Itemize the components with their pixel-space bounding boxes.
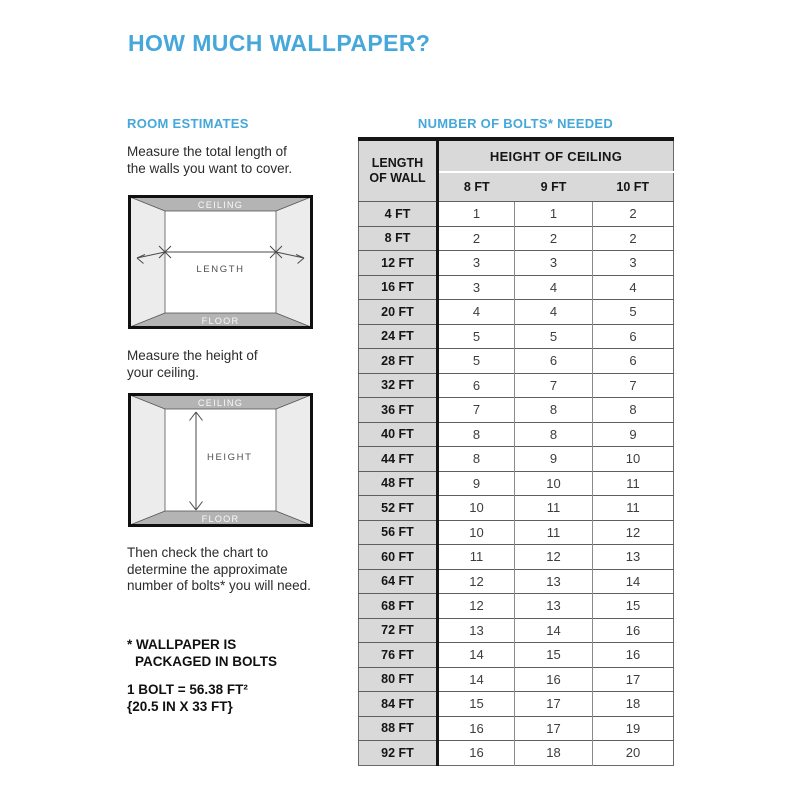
floor-label: FLOOR bbox=[201, 316, 240, 326]
bolts-value-cell: 1 bbox=[438, 202, 515, 227]
bolts-value-cell: 2 bbox=[438, 226, 515, 251]
bolts-value-cell: 2 bbox=[515, 226, 593, 251]
bolts-value-cell: 16 bbox=[438, 741, 515, 766]
back-wall-panel bbox=[165, 211, 276, 313]
bolts-value-cell: 11 bbox=[438, 545, 515, 570]
bolts-value-cell: 10 bbox=[515, 471, 593, 496]
bolts-value-cell: 6 bbox=[593, 349, 674, 374]
bolts-value-cell: 14 bbox=[593, 569, 674, 594]
bolts-value-cell: 6 bbox=[438, 373, 515, 398]
bolts-value-cell: 5 bbox=[438, 349, 515, 374]
bolts-value-cell: 16 bbox=[593, 643, 674, 668]
bolts-value-cell: 17 bbox=[515, 716, 593, 741]
wall-length-cell: 84 FT bbox=[359, 692, 438, 717]
bolts-value-cell: 3 bbox=[593, 251, 674, 276]
bolts-value-cell: 14 bbox=[438, 643, 515, 668]
wall-length-cell: 24 FT bbox=[359, 324, 438, 349]
bolts-value-cell: 12 bbox=[515, 545, 593, 570]
bolts-value-cell: 3 bbox=[515, 251, 593, 276]
bolts-value-cell: 16 bbox=[515, 667, 593, 692]
bolts-value-cell: 16 bbox=[593, 618, 674, 643]
bolts-value-cell: 7 bbox=[438, 398, 515, 423]
bolts-value-cell: 12 bbox=[438, 594, 515, 619]
wall-length-cell: 60 FT bbox=[359, 545, 438, 570]
bolts-value-cell: 10 bbox=[593, 447, 674, 472]
table-row bbox=[359, 202, 674, 227]
bolts-value-cell: 11 bbox=[593, 496, 674, 521]
bolts-value-cell: 2 bbox=[593, 202, 674, 227]
bolts-value-cell: 11 bbox=[593, 471, 674, 496]
floor-label: FLOOR bbox=[201, 514, 240, 524]
wall-length-cell: 52 FT bbox=[359, 496, 438, 521]
wall-length-cell: 20 FT bbox=[359, 300, 438, 325]
page-title: HOW MUCH WALLPAPER? bbox=[128, 30, 431, 56]
table-row bbox=[359, 741, 674, 766]
bolts-value-cell: 4 bbox=[515, 300, 593, 325]
wall-length-cell: 4 FT bbox=[359, 202, 438, 227]
bolts-value-cell: 3 bbox=[438, 251, 515, 276]
wall-length-cell: 72 FT bbox=[359, 618, 438, 643]
bolts-value-cell: 6 bbox=[593, 324, 674, 349]
wall-length-cell: 28 FT bbox=[359, 349, 438, 374]
table-row bbox=[359, 692, 674, 717]
table-row bbox=[359, 520, 674, 545]
bolts-value-cell: 8 bbox=[438, 422, 515, 447]
right-wall-panel bbox=[276, 197, 311, 327]
bolts-value-cell: 18 bbox=[515, 741, 593, 766]
wallpaper-footnote: * WALLPAPER IS PACKAGED IN BOLTS bbox=[127, 637, 278, 669]
check-chart-text: Then check the chart to determine the approximate number of bolts* you will need. bbox=[127, 545, 311, 593]
bolts-value-cell: 12 bbox=[438, 569, 515, 594]
bolts-value-cell: 11 bbox=[515, 520, 593, 545]
wall-length-cell: 36 FT bbox=[359, 398, 438, 423]
length-label: LENGTH bbox=[196, 264, 245, 275]
bolts-value-cell: 13 bbox=[438, 618, 515, 643]
ceiling-label: CEILING bbox=[197, 397, 244, 408]
wall-length-cell: 68 FT bbox=[359, 594, 438, 619]
bolts-value-cell: 13 bbox=[593, 545, 674, 570]
bolts-value-cell: 8 bbox=[593, 398, 674, 423]
bolts-value-cell: 11 bbox=[515, 496, 593, 521]
bolts-value-cell: 14 bbox=[515, 618, 593, 643]
bolts-value-cell: 5 bbox=[438, 324, 515, 349]
bolts-value-cell: 7 bbox=[593, 373, 674, 398]
wall-length-cell: 8 FT bbox=[359, 226, 438, 251]
bolts-value-cell: 17 bbox=[515, 692, 593, 717]
table-row bbox=[359, 496, 674, 521]
bolts-value-cell: 1 bbox=[515, 202, 593, 227]
bolts-value-cell: 8 bbox=[438, 447, 515, 472]
col-header-10ft: 10 FT bbox=[593, 172, 674, 202]
table-row bbox=[359, 594, 674, 619]
table-row bbox=[359, 300, 674, 325]
bolts-value-cell: 12 bbox=[593, 520, 674, 545]
bolts-value-cell: 15 bbox=[438, 692, 515, 717]
table-row bbox=[359, 667, 674, 692]
bolts-value-cell: 4 bbox=[593, 275, 674, 300]
table-row bbox=[359, 471, 674, 496]
wall-length-cell: 92 FT bbox=[359, 741, 438, 766]
bolts-value-cell: 20 bbox=[593, 741, 674, 766]
bolts-value-cell: 5 bbox=[515, 324, 593, 349]
bolts-value-cell: 10 bbox=[438, 520, 515, 545]
bolts-value-cell: 13 bbox=[515, 594, 593, 619]
bolts-value-cell: 4 bbox=[438, 300, 515, 325]
bolts-value-cell: 15 bbox=[515, 643, 593, 668]
bolts-value-cell: 2 bbox=[593, 226, 674, 251]
wall-length-cell: 40 FT bbox=[359, 422, 438, 447]
table-row bbox=[359, 618, 674, 643]
bolts-value-cell: 16 bbox=[438, 716, 515, 741]
bolts-value-cell: 4 bbox=[515, 275, 593, 300]
table-row bbox=[359, 349, 674, 374]
left-wall-panel bbox=[130, 197, 165, 327]
left-wall-panel bbox=[130, 395, 165, 525]
right-wall-panel bbox=[276, 395, 311, 525]
bolts-value-cell: 9 bbox=[593, 422, 674, 447]
table-row bbox=[359, 716, 674, 741]
bolts-value-cell: 18 bbox=[593, 692, 674, 717]
room-estimates-heading: ROOM ESTIMATES bbox=[127, 116, 249, 131]
bolts-value-cell: 17 bbox=[593, 667, 674, 692]
table-row bbox=[359, 643, 674, 668]
bolts-value-cell: 6 bbox=[515, 349, 593, 374]
bolts-needed-heading: NUMBER OF BOLTS* NEEDED bbox=[417, 116, 614, 131]
wall-length-cell: 56 FT bbox=[359, 520, 438, 545]
bolts-value-cell: 14 bbox=[438, 667, 515, 692]
bolts-value-cell: 5 bbox=[593, 300, 674, 325]
ceiling-label: CEILING bbox=[197, 199, 244, 210]
table-row bbox=[359, 447, 674, 472]
wall-length-cell: 16 FT bbox=[359, 275, 438, 300]
bolts-value-cell: 8 bbox=[515, 422, 593, 447]
wall-length-cell: 32 FT bbox=[359, 373, 438, 398]
wall-length-cell: 64 FT bbox=[359, 569, 438, 594]
wall-length-cell: 76 FT bbox=[359, 643, 438, 668]
bolts-value-cell: 8 bbox=[515, 398, 593, 423]
table-header bbox=[359, 139, 674, 202]
bolt-size-note: 1 BOLT = 56.38 FT² {20.5 IN X 33 FT} bbox=[127, 682, 248, 714]
room-height-diagram bbox=[128, 393, 313, 527]
bolts-table bbox=[358, 137, 674, 766]
wall-length-cell: 12 FT bbox=[359, 251, 438, 276]
bolts-value-cell: 19 bbox=[593, 716, 674, 741]
table-row bbox=[359, 251, 674, 276]
table-row bbox=[359, 226, 674, 251]
col-header-9ft: 9 FT bbox=[515, 172, 593, 202]
wall-length-cell: 80 FT bbox=[359, 667, 438, 692]
table-row bbox=[359, 545, 674, 570]
bolts-value-cell: 9 bbox=[515, 447, 593, 472]
length-of-wall-header: LENGTH OF WALL bbox=[359, 139, 438, 202]
bolts-value-cell: 7 bbox=[515, 373, 593, 398]
height-label: HEIGHT bbox=[207, 452, 253, 463]
bolts-value-cell: 10 bbox=[438, 496, 515, 521]
table-body bbox=[359, 202, 674, 766]
wall-length-cell: 44 FT bbox=[359, 447, 438, 472]
table-row bbox=[359, 373, 674, 398]
col-header-8ft: 8 FT bbox=[438, 172, 515, 202]
wall-length-cell: 48 FT bbox=[359, 471, 438, 496]
bolts-value-cell: 9 bbox=[438, 471, 515, 496]
table-row bbox=[359, 275, 674, 300]
height-of-ceiling-header: HEIGHT OF CEILING bbox=[438, 139, 674, 172]
wall-length-cell: 88 FT bbox=[359, 716, 438, 741]
table-row bbox=[359, 398, 674, 423]
table-row bbox=[359, 422, 674, 447]
bolts-value-cell: 13 bbox=[515, 569, 593, 594]
room-length-diagram bbox=[128, 195, 313, 329]
measure-height-text: Measure the height of your ceiling. bbox=[127, 348, 258, 380]
measure-length-text: Measure the total length of the walls you want to cover. bbox=[127, 144, 293, 176]
table-row bbox=[359, 569, 674, 594]
bolts-value-cell: 3 bbox=[438, 275, 515, 300]
bolts-value-cell: 15 bbox=[593, 594, 674, 619]
table-row bbox=[359, 324, 674, 349]
